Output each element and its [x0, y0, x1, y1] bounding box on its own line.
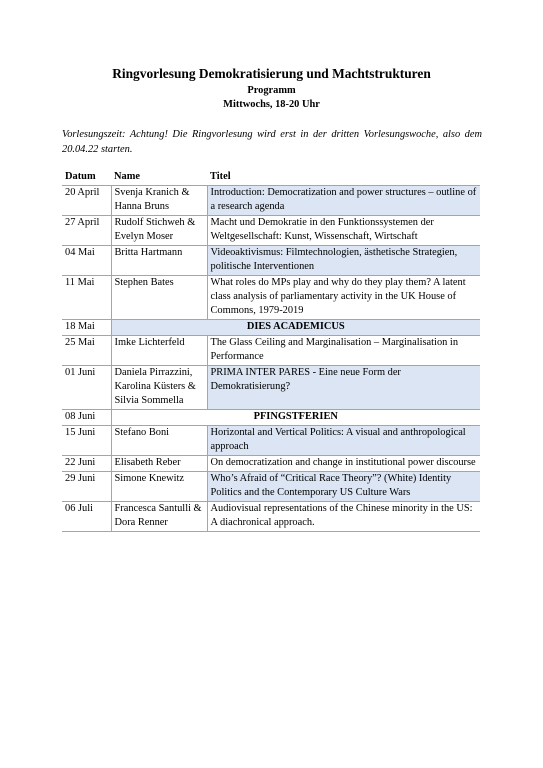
row-name: Svenja Kranich & Hanna Bruns — [111, 186, 207, 216]
intro-note: Vorlesungszeit: Achtung! Die Ringvorlesung wird erst in der dritten Vorlesungswoche, also dem 20.04.22 starten. — [62, 129, 482, 155]
row-name: Simone Knewitz — [111, 472, 207, 502]
header-date: Datum — [62, 169, 111, 186]
row-date: 18 Mai — [62, 320, 111, 336]
row-date: 11 Mai — [62, 276, 111, 320]
table-row — [62, 426, 480, 456]
row-title: Who’s Afraid of “Critical Race Theory”? (White) Identity Politics and the Contemporary US Culture Wars — [207, 472, 480, 502]
table-row — [62, 276, 480, 320]
row-name: Daniela Pirrazzini, Karolina Küsters & Silvia Sommella — [111, 366, 207, 410]
row-name: Stephen Bates — [111, 276, 207, 320]
row-date: 06 Juli — [62, 502, 111, 532]
row-date: 08 Juni — [62, 410, 111, 426]
row-title: What roles do MPs play and why do they play them? A latent class analysis of parliamentary activity in the UK House of Commons, 1979-2019 — [207, 276, 480, 320]
row-date: 27 April — [62, 216, 111, 246]
table-row-special — [62, 320, 480, 336]
table-row-special — [62, 410, 480, 426]
row-title: Audiovisual representations of the Chinese minority in the US: A diachronical approach. — [207, 502, 480, 532]
row-date: 15 Juni — [62, 426, 111, 456]
row-title: PRIMA INTER PARES - Eine neue Form der Demokratisierung? — [207, 366, 480, 410]
header-title: Titel — [207, 169, 480, 186]
table-row — [62, 186, 480, 216]
table-header-row — [62, 169, 480, 186]
row-title: Horizontal and Vertical Politics: A visual and anthropological approach — [207, 426, 480, 456]
table-row — [62, 366, 480, 410]
row-title: Macht und Demokratie in den Funktionssystemen der Weltgesellschaft: Kunst, Wissenschaft, Wirtschaft — [207, 216, 480, 246]
row-date: 29 Juni — [62, 472, 111, 502]
header-name: Name — [111, 169, 207, 186]
table-row — [62, 246, 480, 276]
row-name: Rudolf Stichweh & Evelyn Moser — [111, 216, 207, 246]
row-special-label: PFINGSTFERIEN — [111, 410, 480, 426]
row-date: 01 Juni — [62, 366, 111, 410]
row-name: Britta Hartmann — [111, 246, 207, 276]
row-title: The Glass Ceiling and Marginalisation – Marginalisation in Performance — [207, 336, 480, 366]
row-title: Introduction: Democratization and power structures – outline of a research agenda — [207, 186, 480, 216]
row-name: Imke Lichterfeld — [111, 336, 207, 366]
row-name: Francesca Santulli & Dora Renner — [111, 502, 207, 532]
row-date: 22 Juni — [62, 456, 111, 472]
table-row — [62, 502, 480, 532]
row-title: Videoaktivismus: Filmtechnologien, ästhetische Strategien, politische Interventionen — [207, 246, 480, 276]
row-title: On democratization and change in institutional power discourse — [207, 456, 480, 472]
schedule-table — [62, 169, 480, 532]
document-subtitle: Programm — [247, 85, 296, 96]
table-row — [62, 336, 480, 366]
row-special-label: DIES ACADEMICUS — [111, 320, 480, 336]
table-row — [62, 216, 480, 246]
row-name: Stefano Boni — [111, 426, 207, 456]
row-date: 04 Mai — [62, 246, 111, 276]
row-date: 25 Mai — [62, 336, 111, 366]
row-date: 20 April — [62, 186, 111, 216]
document-title: Ringvorlesung Demokratisierung und Machtstrukturen — [112, 66, 431, 81]
table-row — [62, 456, 480, 472]
row-name: Elisabeth Reber — [111, 456, 207, 472]
lecture-time: Mittwochs, 18-20 Uhr — [223, 99, 320, 110]
table-row — [62, 472, 480, 502]
